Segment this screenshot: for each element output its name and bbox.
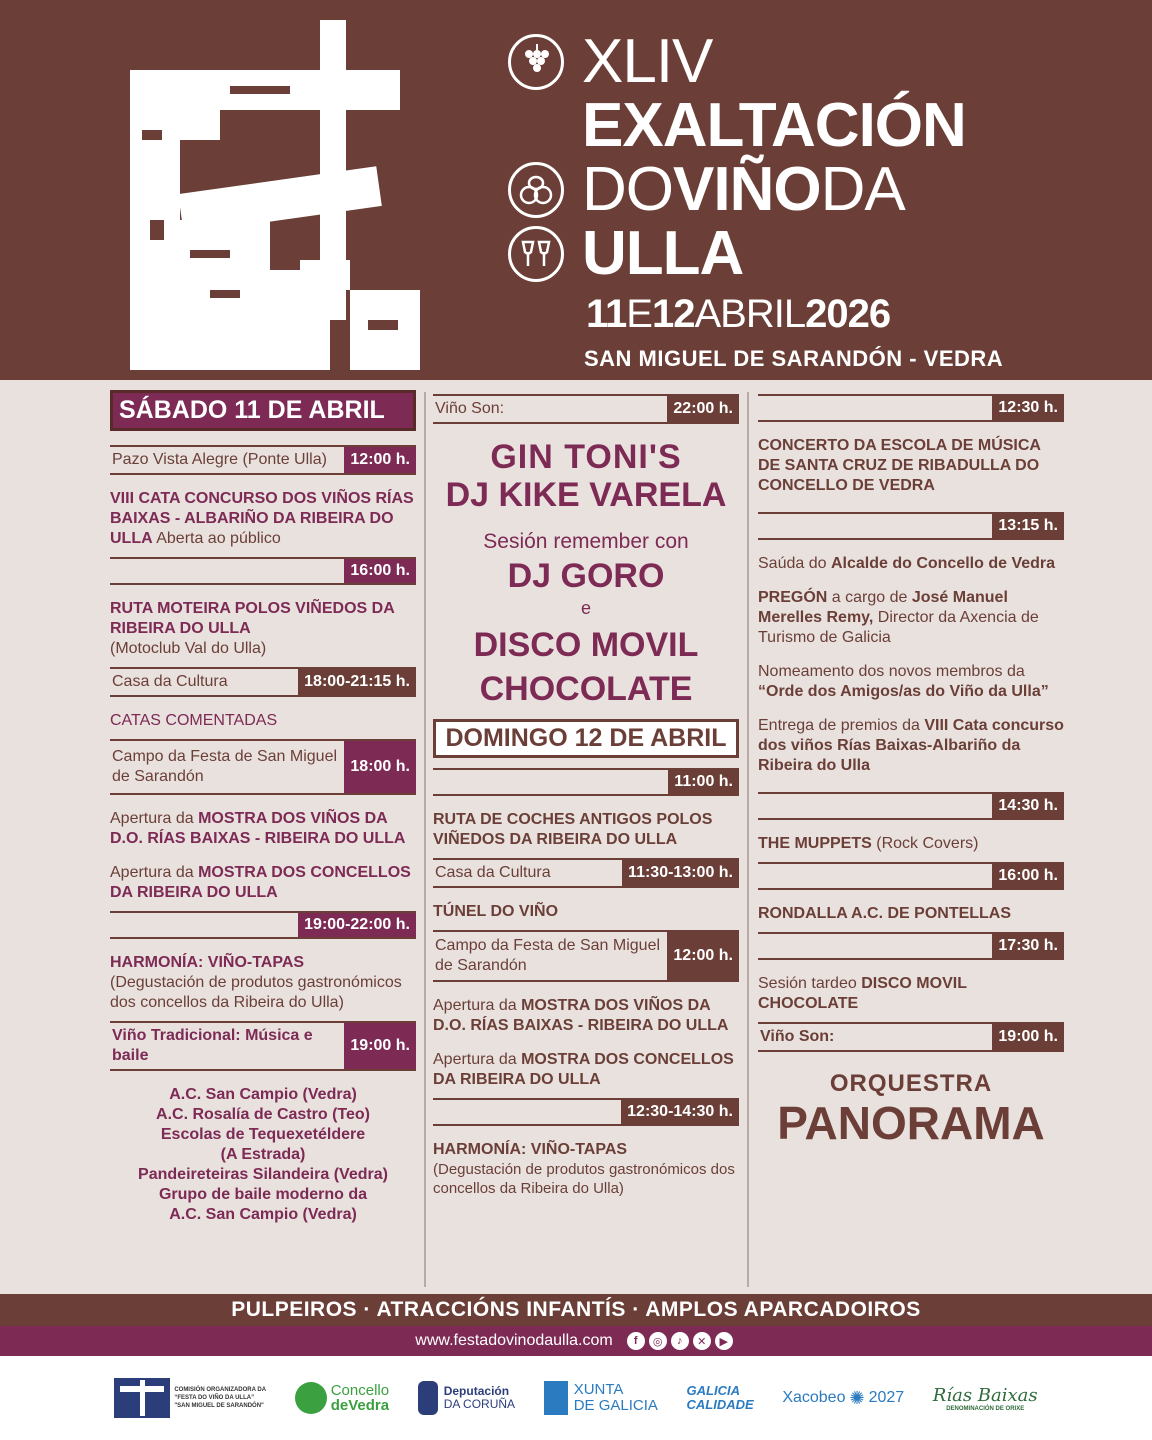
event-prefix: Sesión tardeo — [758, 975, 857, 992]
event-title: MOSTRA DOS VIÑOS DA D.O. RÍAS BAIXAS - RIBEIRA DO ULLA — [110, 810, 406, 847]
logo-text: GALICIA — [686, 1383, 740, 1398]
remember-session-label: Sesión remember con — [483, 530, 689, 553]
event-title: Alcalde do Concello de Vedra — [830, 555, 1056, 572]
list-item: A.C. San Campio (Vedra) — [169, 1206, 357, 1223]
saturday-column — [110, 390, 416, 1225]
website-link[interactable]: www.festadovinodaulla.com — [415, 1332, 613, 1349]
act-gin-tonis: GIN TONI'S — [490, 438, 682, 476]
event-title: VIII CATA CONCURSO DOS VIÑOS RÍAS BAIXAS - ALBARIÑO DA RIBEIRA DO ULLA — [110, 490, 414, 547]
event-prefix: Apertura da — [110, 864, 194, 881]
event-pregon — [758, 588, 1064, 648]
venue-label: Casa da Cultura — [112, 673, 228, 690]
event-mostra-concellos — [433, 1050, 739, 1090]
sunday-column — [758, 390, 1064, 1148]
time-label: 12:30-14:30 h. — [621, 1100, 739, 1124]
time-label: 22:00 h. — [667, 396, 739, 422]
day-heading-saturday: SÁBADO 11 DE ABRIL — [110, 390, 416, 431]
event-mostra-vinos — [433, 996, 739, 1036]
barrel-icon — [508, 162, 564, 218]
schedule-row — [433, 858, 739, 888]
schedule-row — [433, 1098, 739, 1126]
conjunction: e — [580, 598, 591, 618]
wine-press-illustration — [120, 20, 430, 370]
logo-galicia-calidade — [687, 1384, 754, 1412]
venue-label: Campo da Festa de San Miguel de Sarandón — [112, 748, 338, 785]
event-rondalla: RONDALLA A.C. DE PONTELLAS — [758, 905, 1012, 922]
venue-label: Casa da Cultura — [435, 864, 551, 881]
vedra-emblem-icon — [295, 1382, 327, 1414]
logo-rias-baixas — [933, 1385, 1038, 1412]
event-title: HARMONÍA: VIÑO-TAPAS — [110, 954, 305, 971]
venue-label: Pazo Vista Alegre (Ponte Ulla) — [112, 451, 327, 468]
amenities-band: PULPEIROS · ATRACCIÓNS INFANTÍS · AMPLOS APARCADOIROS — [0, 1294, 1152, 1326]
time-label: 19:00 h. — [344, 1023, 416, 1069]
event-entrega-premios — [758, 716, 1064, 776]
logo-text: DE GALICIA — [573, 1397, 658, 1414]
schedule-row — [110, 739, 416, 795]
logo-text: 2027 — [868, 1389, 905, 1406]
event-note: (Motoclub Val do Ulla) — [110, 640, 267, 657]
sponsor-logos — [0, 1356, 1152, 1440]
logo-text: Concello — [330, 1382, 390, 1399]
venue-label: Viño Son: — [435, 400, 505, 417]
schedule-row — [110, 1021, 416, 1071]
time-label: 12:00 h. — [667, 932, 739, 980]
time-label: 16:00 h. — [344, 559, 416, 583]
venue-label: Viño Son: — [760, 1028, 835, 1045]
orchestra-name: PANORAMA — [777, 1097, 1045, 1149]
event-ruta-moteira — [110, 599, 416, 659]
title-do: DO — [582, 155, 673, 224]
title-ulla: ULLA — [582, 219, 744, 288]
xunta-flag-icon — [544, 1381, 568, 1415]
event-mostra-vinos — [110, 809, 416, 849]
event-note: Aberta ao público — [156, 530, 281, 547]
date-conjunction: E — [626, 292, 652, 336]
date-day-2: 12 — [651, 292, 695, 336]
event-title: VIII Cata concurso dos viños Rías Baixas-Albariño da Ribeira do Ulla — [758, 717, 1064, 774]
event-prefix: Saúda do — [758, 555, 827, 572]
time-label: 16:00 h. — [992, 864, 1064, 888]
logo-deputacion — [418, 1381, 515, 1415]
speaker-role: Director da Axencia de Turismo de Galicia — [758, 609, 1039, 646]
event-nomeamento — [758, 662, 1064, 702]
time-label: 12:00 h. — [344, 447, 416, 473]
logo-xunta — [544, 1381, 658, 1415]
act-dj-kike-varela: DJ KIKE VARELA — [445, 476, 727, 514]
logo-text: Deputación — [443, 1384, 510, 1398]
act-disco-movil: DISCO MOVIL — [473, 626, 699, 664]
logo-text: XUNTA — [573, 1381, 624, 1398]
scallop-shell-icon: ✺ — [849, 1387, 865, 1408]
title-vino: VIÑO — [673, 155, 821, 224]
schedule-row — [110, 557, 416, 585]
event-title — [508, 27, 1128, 288]
speaker-name: José Manuel Merelles Remy, — [758, 589, 1008, 626]
event-location: SAN MIGUEL DE SARANDÓN - VEDRA — [584, 346, 1004, 371]
youtube-icon[interactable]: ▶ — [715, 1332, 733, 1350]
time-label: 11:30-13:00 h. — [622, 860, 739, 886]
title-line-exaltacion: EXALTACIÓN — [582, 91, 966, 160]
schedule-row — [110, 911, 416, 939]
logo-comision — [114, 1378, 266, 1418]
schedule-row — [110, 445, 416, 475]
web-band — [0, 1326, 1152, 1356]
logo-text: “FESTA DO VIÑO DA ULLA” — [174, 1395, 255, 1401]
event-title: THE MUPPETS — [758, 835, 872, 852]
schedule-row — [758, 1022, 1064, 1052]
time-label: 12:30 h. — [992, 396, 1064, 420]
event-title: MOSTRA DOS CONCELLOS DA RIBEIRA DO ULLA — [110, 864, 411, 901]
schedule-row — [758, 792, 1064, 820]
schedule-row — [758, 932, 1064, 960]
event-concerto: CONCERTO DA ESCOLA DE MÚSICA DE SANTA CRUZ DE RIBADULLA DO CONCELLO DE VEDRA — [758, 437, 1041, 494]
schedule-row — [433, 930, 739, 982]
schedule-row — [433, 394, 739, 424]
event-ruta-coches: RUTA DE COCHES ANTIGOS POLOS VIÑEDOS DA RIBEIRA DO ULLA — [433, 811, 713, 848]
event-catas-comentadas: CATAS COMENTADAS — [110, 712, 278, 729]
event-title: MOSTRA DOS VIÑOS DA D.O. RÍAS BAIXAS - RIBEIRA DO ULLA — [433, 997, 729, 1034]
logo-text: DA CORUÑA — [443, 1397, 516, 1411]
date-day-1: 11 — [586, 292, 627, 336]
social-links — [627, 1332, 737, 1350]
time-label: 19:00 h. — [992, 1024, 1064, 1050]
date-year: 2026 — [805, 292, 891, 336]
column-divider — [424, 392, 426, 1287]
logo-text: DENOMINACIÓN DE ORIXE — [946, 1405, 1025, 1412]
instagram-icon[interactable]: ◎ — [649, 1332, 667, 1350]
logo-text: deVedra — [330, 1397, 390, 1414]
schedule-row — [758, 394, 1064, 422]
logo-text: COMISIÓN ORGANIZADORA DA — [174, 1387, 267, 1393]
event-prefix: Apertura da — [110, 810, 194, 827]
event-title: MOSTRA DOS CONCELLOS DA RIBEIRA DO ULLA — [433, 1051, 734, 1088]
event-the-muppets — [758, 834, 1064, 854]
middle-column — [433, 390, 739, 1198]
time-label: 17:30 h. — [992, 934, 1064, 958]
logo-xacobeo — [782, 1388, 904, 1409]
event-harmonia — [110, 953, 416, 1013]
wine-glasses-icon — [508, 226, 564, 282]
edition-number: XLIV — [582, 27, 713, 96]
event-prefix: Apertura da — [433, 1051, 517, 1068]
event-title: “Orde dos Amigos/as do Viño da Ulla” — [758, 683, 1049, 700]
header-banner — [0, 0, 1152, 380]
logo-text: "SAN MIGUEL DE SARANDÓN" — [174, 1403, 264, 1409]
event-note: (Rock Covers) — [876, 835, 979, 852]
time-label: 13:15 h. — [992, 514, 1064, 538]
event-title: RUTA MOTEIRA POLOS VIÑEDOS DA RIBEIRA DO ULLA — [110, 600, 395, 637]
event-harmonia — [433, 1140, 739, 1198]
tiktok-icon[interactable]: ♪ — [671, 1332, 689, 1350]
coat-of-arms-icon — [418, 1381, 438, 1415]
time-label: 19:00-22:00 h. — [298, 913, 416, 937]
event-mostra-concellos — [110, 863, 416, 903]
folk-groups-list — [110, 1085, 416, 1225]
time-label: 18:00 h. — [344, 741, 416, 793]
schedule-row — [758, 862, 1064, 890]
facebook-icon[interactable]: f — [627, 1332, 645, 1350]
event-cata-concurso — [110, 489, 416, 549]
orchestra-label: ORQUESTRA — [829, 1070, 993, 1097]
event-title: DISCO MOVIL CHOCOLATE — [758, 975, 967, 1012]
event-sauda — [758, 554, 1064, 574]
time-label: 14:30 h. — [992, 794, 1064, 818]
x-icon[interactable]: ✕ — [693, 1332, 711, 1350]
event-note: (Degustación de produtos gastronómicos dos concellos da Ribeira do Ulla) — [110, 974, 402, 1011]
event-prefix: Nomeamento dos novos membros da — [758, 663, 1025, 680]
date-month: ABRIL — [694, 292, 806, 336]
list-item: A.C. Rosalía de Castro (Teo) — [156, 1106, 370, 1123]
venue-label: Viño Tradicional: Música e baile — [112, 1027, 313, 1064]
event-prefix: Entrega de premios da — [758, 717, 920, 734]
event-note: (Degustación de produtos gastronómicos dos concellos da Ribeira do Ulla) — [433, 1161, 735, 1197]
logo-text: Xacobeo — [782, 1389, 846, 1406]
act-chocolate: CHOCOLATE — [479, 670, 693, 708]
day-heading-sunday: DOMINGO 12 DE ABRIL — [433, 719, 739, 758]
time-label: 11:00 h. — [668, 770, 739, 794]
list-item: Grupo de baile moderno da — [158, 1186, 368, 1203]
list-item: (A Estrada) — [220, 1146, 306, 1163]
column-divider — [747, 392, 749, 1287]
time-label: 18:00-21:15 h. — [298, 669, 416, 695]
wine-press-mini-icon — [114, 1378, 170, 1418]
grape-icon — [508, 34, 564, 90]
event-note: a cargo de — [831, 589, 908, 606]
logo-text: Rías Baixas — [932, 1384, 1038, 1406]
list-item: A.C. San Campio (Vedra) — [169, 1086, 357, 1103]
event-tunel-vino: TÚNEL DO VIÑO — [433, 903, 559, 920]
event-prefix: Apertura da — [433, 997, 517, 1014]
logo-concello-vedra — [295, 1382, 389, 1414]
list-item: Escolas de Tequexetéldere — [160, 1126, 366, 1143]
schedule-row — [758, 512, 1064, 540]
schedule-row — [433, 768, 739, 796]
logo-text: CALIDADE — [686, 1397, 754, 1412]
event-sesion-tardeo — [758, 974, 1064, 1014]
schedule-row — [110, 667, 416, 697]
title-da: DA — [820, 155, 905, 224]
venue-label: Campo da Festa de San Miguel de Sarandón — [435, 937, 661, 974]
act-dj-goro: DJ GORO — [507, 557, 665, 595]
event-title: HARMONÍA: VIÑO-TAPAS — [433, 1141, 628, 1158]
list-item: Pandeireteiras Silandeira (Vedra) — [138, 1166, 388, 1183]
event-dates — [586, 292, 890, 337]
event-title: PREGÓN — [758, 589, 828, 606]
